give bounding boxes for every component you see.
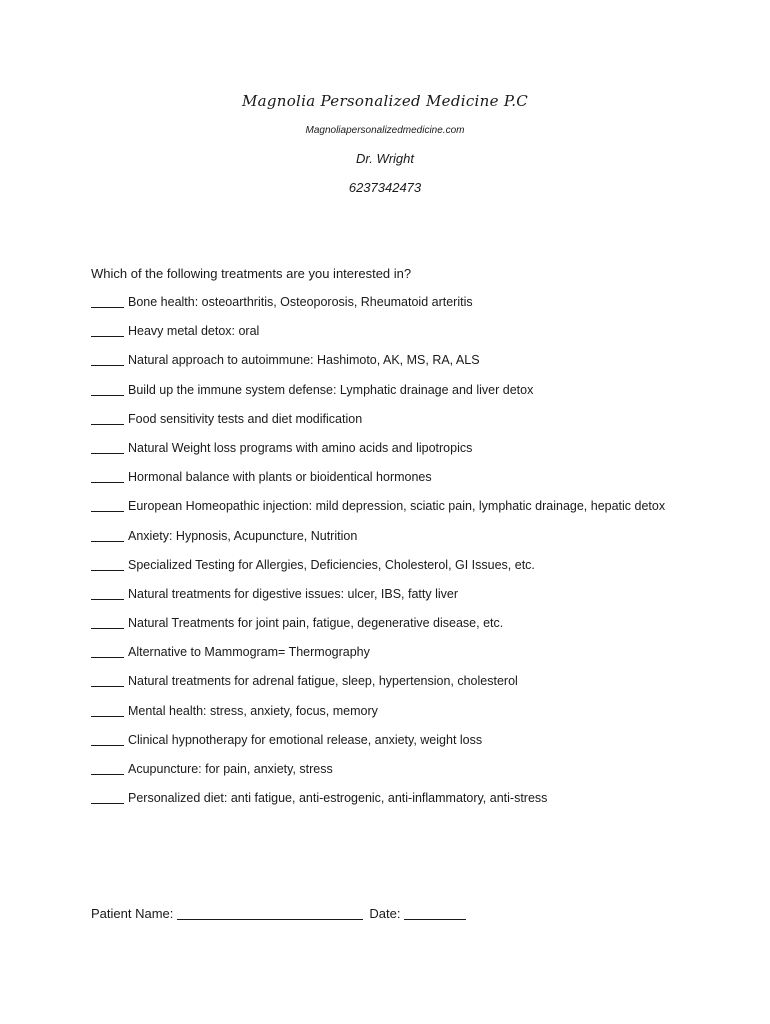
treatment-option [91,791,751,820]
option-label: Hormonal balance with plants or bioidentical hormones [128,470,432,485]
patient-name-field[interactable] [177,906,363,920]
treatment-options-list [91,295,751,820]
check-blank[interactable] [91,674,124,687]
treatment-option [91,383,751,412]
option-label: Food sensitivity tests and diet modification [128,411,363,426]
check-blank[interactable] [91,645,124,658]
check-blank[interactable] [91,470,124,483]
treatment-option [91,733,751,762]
treatment-option [91,558,751,587]
option-label: Clinical hypnotherapy for emotional release, anxiety, weight loss [128,732,483,747]
check-blank[interactable] [91,383,124,396]
option-label: Acupuncture: for pain, anxiety, stress [128,762,333,776]
treatment-option [91,441,751,470]
option-label: Build up the immune system defense: Lymphatic drainage and liver detox [128,382,534,397]
treatment-option [91,616,751,645]
check-blank[interactable] [91,529,124,542]
check-blank[interactable] [91,295,124,308]
doctor-name: Dr. Wright [355,151,415,166]
option-label: Personalized diet: anti fatigue, anti-estrogenic, anti-inflammatory, anti-stress [128,791,548,806]
option-label: Bone health: osteoarthritis, Osteoporosis, Rheumatoid arteritis [128,295,473,309]
treatment-option [91,499,751,528]
option-label: Natural Treatments for joint pain, fatigue, degenerative disease, etc. [128,616,504,631]
treatment-option [91,674,751,703]
date-field[interactable] [404,906,466,920]
option-label: Natural treatments for adrenal fatigue, sleep, hypertension, cholesterol [128,674,518,689]
treatment-option [91,353,751,382]
practice-website: Magnoliapersonalizedmedicine.com [305,125,465,136]
treatment-option [91,324,751,353]
option-label: Natural approach to autoimmune: Hashimoto, AK, MS, RA, ALS [128,353,480,368]
check-blank[interactable] [91,616,124,629]
check-blank[interactable] [91,791,124,804]
check-blank[interactable] [91,324,124,337]
treatment-option [91,645,751,674]
check-blank[interactable] [91,412,124,425]
treatment-option [91,412,751,441]
option-label: European Homeopathic injection: mild depression, sciatic pain, lymphatic drainage, hepatic detox [128,499,666,514]
option-label: Alternative to Mammogram= Thermography [128,645,370,660]
phone-number: 6237342473 [348,180,422,195]
treatment-option [91,295,751,324]
treatment-option [91,529,751,558]
check-blank[interactable] [91,704,124,717]
date-label: Date: [369,906,401,921]
patient-name-label: Patient Name: [91,906,174,921]
option-label: Anxiety: Hypnosis, Acupuncture, Nutrition [128,528,358,543]
treatment-option [91,762,751,791]
check-blank[interactable] [91,762,124,775]
form-question: Which of the following treatments are you interested in? [91,266,412,281]
practice-name: Magnolia Personalized Medicine P.C [241,92,529,110]
treatment-option [91,704,751,733]
check-blank[interactable] [91,733,124,746]
check-blank[interactable] [91,353,124,366]
check-blank[interactable] [91,499,124,512]
check-blank[interactable] [91,441,124,454]
treatment-option [91,587,751,616]
option-label: Specialized Testing for Allergies, Deficiencies, Cholesterol, GI Issues, etc. [128,557,535,572]
option-label: Natural Weight loss programs with amino acids and lipotropics [128,440,473,455]
option-label: Heavy metal detox: oral [128,324,260,339]
signature-row [91,906,466,921]
check-blank[interactable] [91,558,124,571]
treatment-option [91,470,751,499]
check-blank[interactable] [91,587,124,600]
option-label: Mental health: stress, anxiety, focus, memory [128,703,378,718]
option-label: Natural treatments for digestive issues: ulcer, IBS, fatty liver [128,586,458,601]
